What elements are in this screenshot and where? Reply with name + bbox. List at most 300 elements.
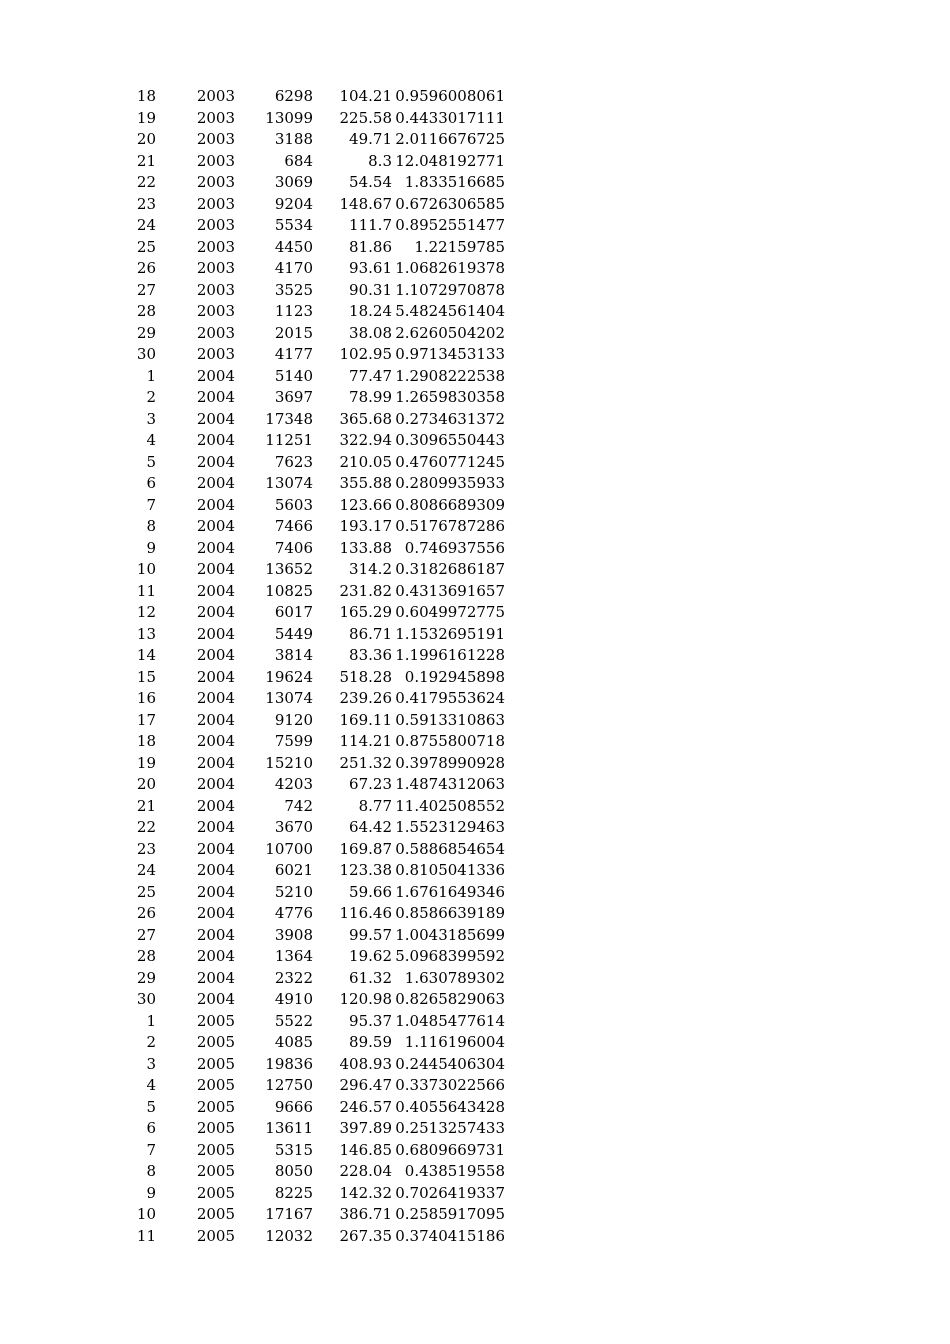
region-id-cell: 9 [146, 538, 156, 557]
year-cell: 2004 [196, 581, 235, 600]
row-margin [0, 925, 100, 947]
value-cell: 59.66 [349, 882, 392, 901]
year-cell: 2004 [196, 624, 235, 643]
region-id-cell: 12 [136, 603, 156, 621]
ratio-cell: 1.0682619378 [395, 259, 505, 277]
ratio-cell: 0.2513257433 [395, 1119, 505, 1137]
count-cell: 13611 [265, 1119, 313, 1137]
count-cell: 12750 [265, 1076, 313, 1094]
table-row [0, 172, 505, 194]
count-cell: 3697 [274, 388, 313, 406]
region-id-cell: 15 [136, 667, 156, 686]
table-row [0, 323, 505, 345]
value-cell: 86.71 [349, 624, 392, 643]
row-margin [0, 667, 100, 689]
region-id-cell: 6 [146, 1119, 156, 1137]
count-cell: 5603 [274, 495, 313, 514]
ratio-cell: 0.8952551477 [395, 216, 505, 234]
table-row [0, 473, 505, 495]
region-id-cell: 21 [136, 796, 156, 815]
spreadsheet-page [0, 86, 950, 1247]
row-margin [0, 903, 100, 925]
region-id-cell: 4 [146, 431, 156, 449]
table-row [0, 1075, 505, 1097]
row-margin [0, 215, 100, 237]
row-margin [0, 86, 100, 108]
count-cell: 3814 [274, 646, 313, 664]
year-cell: 2005 [196, 1205, 235, 1223]
ratio-cell: 1.1532695191 [395, 624, 505, 643]
value-cell: 61.32 [349, 968, 392, 987]
value-cell: 169.87 [339, 839, 392, 858]
table-row [0, 559, 505, 581]
ratio-cell: 1.2908222538 [395, 366, 505, 385]
table-row [0, 581, 505, 603]
year-cell: 2004 [196, 560, 235, 578]
ratio-cell: 1.116196004 [404, 1033, 505, 1051]
ratio-cell: 0.746937556 [404, 538, 505, 557]
table-row [0, 817, 505, 839]
year-cell: 2004 [196, 968, 235, 987]
ratio-cell: 5.0968399592 [395, 947, 505, 965]
year-cell: 2004 [196, 904, 235, 922]
count-cell: 10825 [265, 581, 313, 600]
year-cell: 2005 [196, 1119, 235, 1137]
row-margin [0, 237, 100, 259]
table-row [0, 1140, 505, 1162]
ratio-cell: 1.833516685 [404, 173, 505, 191]
row-margin [0, 452, 100, 474]
row-margin [0, 1011, 100, 1033]
value-cell: 114.21 [339, 732, 392, 750]
table-row [0, 1226, 505, 1248]
count-cell: 17348 [265, 409, 313, 428]
region-id-cell: 10 [136, 1205, 156, 1223]
region-id-cell: 26 [136, 259, 156, 277]
count-cell: 8225 [274, 1183, 313, 1202]
value-cell: 225.58 [339, 108, 392, 127]
value-cell: 148.67 [339, 194, 392, 213]
table-row [0, 430, 505, 452]
ratio-cell: 1.1072970878 [395, 280, 505, 299]
ratio-cell: 2.0116676725 [395, 130, 505, 148]
count-cell: 2322 [274, 968, 313, 987]
year-cell: 2004 [196, 538, 235, 557]
value-cell: 246.57 [339, 1097, 392, 1116]
row-margin [0, 817, 100, 839]
ratio-cell: 0.8265829063 [395, 990, 505, 1008]
region-id-cell: 8 [146, 1162, 156, 1180]
region-id-cell: 27 [136, 280, 156, 299]
year-cell: 2003 [196, 87, 235, 105]
ratio-cell: 0.5913310863 [395, 710, 505, 729]
table-row [0, 151, 505, 173]
value-cell: 77.47 [349, 366, 392, 385]
value-cell: 78.99 [349, 388, 392, 406]
ratio-cell: 0.6809669731 [395, 1140, 505, 1159]
ratio-cell: 0.3182686187 [395, 560, 505, 578]
count-cell: 7406 [274, 538, 313, 557]
count-cell: 13652 [265, 560, 313, 578]
region-id-cell: 1 [146, 366, 156, 385]
region-id-cell: 17 [136, 710, 156, 729]
year-cell: 2003 [196, 323, 235, 342]
count-cell: 9120 [274, 710, 313, 729]
region-id-cell: 7 [146, 1140, 156, 1159]
value-cell: 102.95 [339, 345, 392, 363]
count-cell: 13099 [265, 108, 313, 127]
year-cell: 2004 [196, 818, 235, 836]
ratio-cell: 0.4433017111 [395, 108, 505, 127]
value-cell: 251.32 [339, 753, 392, 772]
year-cell: 2004 [196, 646, 235, 664]
ratio-cell: 0.4055643428 [395, 1097, 505, 1116]
table-row [0, 989, 505, 1011]
count-cell: 3069 [274, 173, 313, 191]
ratio-cell: 0.2445406304 [395, 1054, 505, 1073]
table-row [0, 452, 505, 474]
row-margin [0, 624, 100, 646]
table-row [0, 1204, 505, 1226]
data-table [0, 86, 505, 1247]
value-cell: 93.61 [349, 259, 392, 277]
year-cell: 2004 [196, 495, 235, 514]
row-margin [0, 946, 100, 968]
value-cell: 210.05 [339, 452, 392, 471]
year-cell: 2004 [196, 796, 235, 815]
year-cell: 2005 [196, 1033, 235, 1051]
table-row [0, 796, 505, 818]
ratio-cell: 0.3740415186 [395, 1226, 505, 1245]
ratio-cell: 0.192945898 [404, 667, 505, 686]
row-margin [0, 645, 100, 667]
year-cell: 2004 [196, 366, 235, 385]
value-cell: 18.24 [349, 302, 392, 320]
year-cell: 2003 [196, 237, 235, 256]
region-id-cell: 27 [136, 925, 156, 944]
ratio-cell: 0.3096550443 [395, 431, 505, 449]
value-cell: 314.2 [349, 560, 392, 578]
ratio-cell: 1.5523129463 [395, 818, 505, 836]
ratio-cell: 0.3373022566 [395, 1076, 505, 1094]
table-row [0, 495, 505, 517]
region-id-cell: 3 [146, 1054, 156, 1073]
table-row [0, 731, 505, 753]
table-row [0, 366, 505, 388]
value-cell: 193.17 [339, 517, 392, 535]
table-row [0, 860, 505, 882]
value-cell: 231.82 [339, 581, 392, 600]
value-cell: 165.29 [339, 603, 392, 621]
value-cell: 116.46 [339, 904, 392, 922]
ratio-cell: 2.6260504202 [395, 323, 505, 342]
year-cell: 2005 [196, 1226, 235, 1245]
year-cell: 2003 [196, 108, 235, 127]
ratio-cell: 0.8105041336 [395, 861, 505, 879]
ratio-cell: 0.8086689309 [395, 495, 505, 514]
year-cell: 2003 [196, 151, 235, 170]
row-margin [0, 882, 100, 904]
row-margin [0, 1097, 100, 1119]
row-margin [0, 839, 100, 861]
table-row [0, 1161, 505, 1183]
count-cell: 6017 [274, 603, 313, 621]
table-row [0, 925, 505, 947]
ratio-cell: 0.2809935933 [395, 474, 505, 492]
row-margin [0, 1075, 100, 1097]
table-row [0, 1011, 505, 1033]
region-id-cell: 13 [136, 624, 156, 643]
count-cell: 12032 [265, 1226, 313, 1245]
region-id-cell: 2 [146, 1033, 156, 1051]
count-cell: 5534 [274, 216, 313, 234]
value-cell: 104.21 [339, 87, 392, 105]
table-row [0, 667, 505, 689]
region-id-cell: 25 [136, 882, 156, 901]
table-row [0, 882, 505, 904]
region-id-cell: 10 [136, 560, 156, 578]
count-cell: 19836 [265, 1054, 313, 1073]
value-cell: 228.04 [339, 1162, 392, 1180]
value-cell: 89.59 [349, 1033, 392, 1051]
row-margin [0, 344, 100, 366]
count-cell: 3188 [274, 130, 313, 148]
ratio-cell: 1.4874312063 [395, 775, 505, 793]
value-cell: 408.93 [339, 1054, 392, 1073]
value-cell: 296.47 [339, 1076, 392, 1094]
ratio-cell: 0.9713453133 [395, 345, 505, 363]
ratio-cell: 1.0043185699 [395, 925, 505, 944]
year-cell: 2004 [196, 409, 235, 428]
count-cell: 4170 [274, 259, 313, 277]
region-id-cell: 11 [136, 1226, 156, 1245]
row-margin [0, 710, 100, 732]
table-row [0, 409, 505, 431]
ratio-cell: 0.4179553624 [395, 689, 505, 707]
region-id-cell: 28 [136, 302, 156, 320]
count-cell: 3670 [274, 818, 313, 836]
row-margin [0, 194, 100, 216]
table-row [0, 258, 505, 280]
ratio-cell: 12.048192771 [395, 151, 505, 170]
year-cell: 2005 [196, 1140, 235, 1159]
row-margin [0, 409, 100, 431]
row-margin [0, 1183, 100, 1205]
row-margin [0, 516, 100, 538]
row-margin [0, 1032, 100, 1054]
ratio-cell: 0.5886854654 [395, 839, 505, 858]
ratio-cell: 0.4313691657 [395, 581, 505, 600]
count-cell: 7599 [274, 732, 313, 750]
count-cell: 10700 [265, 839, 313, 858]
row-margin [0, 108, 100, 130]
value-cell: 142.32 [339, 1183, 392, 1202]
year-cell: 2004 [196, 839, 235, 858]
year-cell: 2004 [196, 990, 235, 1008]
row-margin [0, 301, 100, 323]
value-cell: 518.28 [339, 667, 392, 686]
ratio-cell: 1.22159785 [414, 237, 505, 256]
region-id-cell: 22 [136, 818, 156, 836]
value-cell: 120.98 [339, 990, 392, 1008]
region-id-cell: 6 [146, 474, 156, 492]
count-cell: 9204 [274, 194, 313, 213]
ratio-cell: 0.6726306585 [395, 194, 505, 213]
year-cell: 2004 [196, 474, 235, 492]
ratio-cell: 0.438519558 [404, 1162, 505, 1180]
count-cell: 9666 [274, 1097, 313, 1116]
region-id-cell: 7 [146, 495, 156, 514]
region-id-cell: 21 [136, 151, 156, 170]
year-cell: 2005 [196, 1076, 235, 1094]
count-cell: 13074 [265, 689, 313, 707]
row-margin [0, 688, 100, 710]
value-cell: 54.54 [349, 173, 392, 191]
row-margin [0, 387, 100, 409]
row-margin [0, 129, 100, 151]
count-cell: 7623 [274, 452, 313, 471]
row-margin [0, 538, 100, 560]
year-cell: 2005 [196, 1183, 235, 1202]
value-cell: 49.71 [349, 130, 392, 148]
year-cell: 2003 [196, 194, 235, 213]
ratio-cell: 5.4824561404 [395, 302, 505, 320]
count-cell: 1364 [274, 947, 313, 965]
value-cell: 123.66 [339, 495, 392, 514]
row-margin [0, 1226, 100, 1248]
table-row [0, 839, 505, 861]
table-row [0, 129, 505, 151]
count-cell: 4776 [274, 904, 313, 922]
row-margin [0, 602, 100, 624]
value-cell: 38.08 [349, 323, 392, 342]
year-cell: 2003 [196, 216, 235, 234]
ratio-cell: 0.8586639189 [395, 904, 505, 922]
region-id-cell: 26 [136, 904, 156, 922]
region-id-cell: 9 [146, 1183, 156, 1202]
row-margin [0, 172, 100, 194]
year-cell: 2003 [196, 302, 235, 320]
table-row [0, 1183, 505, 1205]
value-cell: 95.37 [349, 1011, 392, 1030]
value-cell: 239.26 [339, 689, 392, 707]
value-cell: 111.7 [349, 216, 392, 234]
row-margin [0, 968, 100, 990]
count-cell: 4910 [274, 990, 313, 1008]
row-margin [0, 495, 100, 517]
year-cell: 2004 [196, 388, 235, 406]
table-row [0, 624, 505, 646]
count-cell: 4203 [274, 775, 313, 793]
region-id-cell: 1 [146, 1011, 156, 1030]
table-row [0, 645, 505, 667]
row-margin [0, 731, 100, 753]
ratio-cell: 1.0485477614 [395, 1011, 505, 1030]
row-margin [0, 559, 100, 581]
table-row [0, 1054, 505, 1076]
row-margin [0, 280, 100, 302]
region-id-cell: 11 [136, 581, 156, 600]
count-cell: 11251 [265, 431, 313, 449]
row-margin [0, 430, 100, 452]
count-cell: 3525 [274, 280, 313, 299]
table-row [0, 1032, 505, 1054]
ratio-cell: 0.7026419337 [395, 1183, 505, 1202]
table-row [0, 1118, 505, 1140]
count-cell: 6298 [274, 87, 313, 105]
count-cell: 684 [284, 151, 313, 170]
ratio-cell: 0.8755800718 [395, 732, 505, 750]
region-id-cell: 2 [146, 388, 156, 406]
region-id-cell: 3 [146, 409, 156, 428]
year-cell: 2003 [196, 259, 235, 277]
count-cell: 5210 [274, 882, 313, 901]
table-row [0, 688, 505, 710]
table-row [0, 538, 505, 560]
row-margin [0, 366, 100, 388]
year-cell: 2004 [196, 689, 235, 707]
count-cell: 5140 [274, 366, 313, 385]
row-margin [0, 1140, 100, 1162]
row-margin [0, 151, 100, 173]
table-row [0, 194, 505, 216]
region-id-cell: 5 [146, 1097, 156, 1116]
table-row [0, 774, 505, 796]
value-cell: 81.86 [349, 237, 392, 256]
year-cell: 2003 [196, 345, 235, 363]
row-margin [0, 1161, 100, 1183]
year-cell: 2003 [196, 173, 235, 191]
year-cell: 2003 [196, 280, 235, 299]
value-cell: 8.77 [358, 796, 392, 815]
region-id-cell: 25 [136, 237, 156, 256]
table-body [0, 86, 505, 1247]
table-row [0, 753, 505, 775]
region-id-cell: 8 [146, 517, 156, 535]
year-cell: 2004 [196, 753, 235, 772]
table-row [0, 387, 505, 409]
year-cell: 2005 [196, 1162, 235, 1180]
value-cell: 169.11 [339, 710, 392, 729]
year-cell: 2004 [196, 603, 235, 621]
table-row [0, 1097, 505, 1119]
region-id-cell: 28 [136, 947, 156, 965]
row-margin [0, 796, 100, 818]
value-cell: 64.42 [349, 818, 392, 836]
table-row [0, 516, 505, 538]
region-id-cell: 5 [146, 452, 156, 471]
value-cell: 146.85 [339, 1140, 392, 1159]
region-id-cell: 18 [136, 732, 156, 750]
row-margin [0, 258, 100, 280]
row-margin [0, 774, 100, 796]
ratio-cell: 1.6761649346 [395, 882, 505, 901]
table-row [0, 344, 505, 366]
count-cell: 6021 [274, 861, 313, 879]
row-margin [0, 1054, 100, 1076]
count-cell: 5449 [274, 624, 313, 643]
ratio-cell: 0.5176787286 [395, 517, 505, 535]
ratio-cell: 1.2659830358 [395, 388, 505, 406]
row-margin [0, 989, 100, 1011]
region-id-cell: 18 [136, 87, 156, 105]
ratio-cell: 1.630789302 [404, 968, 505, 987]
ratio-cell: 1.1996161228 [395, 646, 505, 664]
ratio-cell: 0.6049972775 [395, 603, 505, 621]
year-cell: 2004 [196, 431, 235, 449]
region-id-cell: 4 [146, 1076, 156, 1094]
count-cell: 15210 [265, 753, 313, 772]
